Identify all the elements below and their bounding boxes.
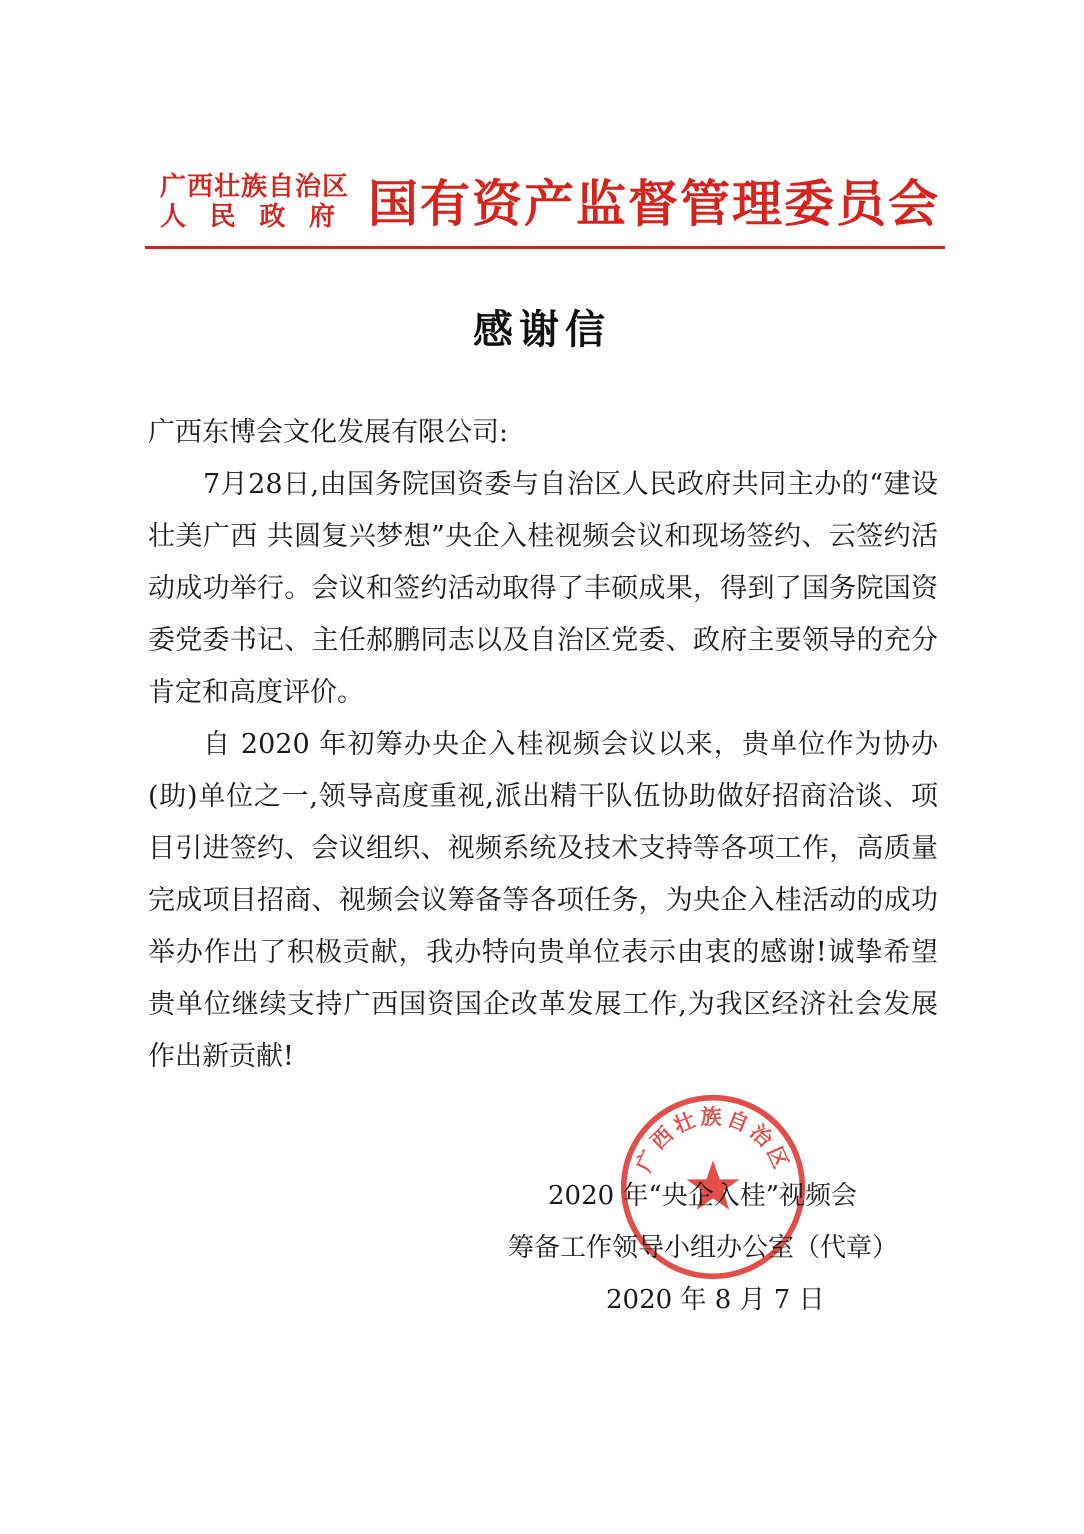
salutation: 广西东博会文化发展有限公司: (148, 417, 509, 448)
letterhead-region-name: 广西壮族自治区 (160, 172, 350, 202)
signature-org-line2: 筹备工作领导小组办公室（代章） (508, 1233, 899, 1263)
letterhead-char: 政 (259, 202, 286, 232)
letter-body (148, 407, 938, 1083)
letterhead-char: 民 (209, 202, 236, 232)
signature-date: 2020 年 8 月 7 日 (606, 1285, 825, 1315)
letterhead-char: 府 (308, 202, 335, 232)
signature-block (500, 1170, 960, 1326)
body-paragraph: 7月28日,由国务院国资委与自治区人民政府共同主办的“建设壮美广西 共圆复兴梦想”央企入桂视频会议和现场签约、云签约活动成功举行。会议和签约活动取得了丰硕成果，得到了国务院国资委党委书记、主任郝鹏同志以及自治区党委、政府主要领导的充分肯定和高度评价。 (148, 469, 938, 708)
letterhead-agency-name: 国有资产监督管理委员会 (368, 174, 940, 233)
document-title: 感谢信 (473, 306, 611, 353)
letterhead (160, 168, 950, 248)
letterhead-char: 人 (160, 202, 187, 232)
body-paragraph: 自 2020 年初筹办央企入桂视频会议以来，贵单位作为协办(助)单位之一,领导高度重视,派出精干队伍协助做好招商洽谈、项目引进签约、会议组织、视频系统及技术支持等各项工作，高质量完成项目招商、视频会议筹备等各项任务，为央企入桂活动的成功举办作出了积极贡献，我办特向贵单位表示由衷的感谢!诚挚希望贵单位继续支持广西国资国企改革发展工作,为我区经济社会发展作出新贡献! (148, 729, 938, 1072)
letterhead-left-block (160, 172, 370, 232)
letterhead-divider (145, 246, 945, 249)
letterhead-government-name (160, 202, 335, 232)
seal-outer-text: 广西壮族自治区 (630, 1103, 796, 1176)
signature-org-line1: 2020 年“央企入桂”视频会 (548, 1181, 858, 1211)
